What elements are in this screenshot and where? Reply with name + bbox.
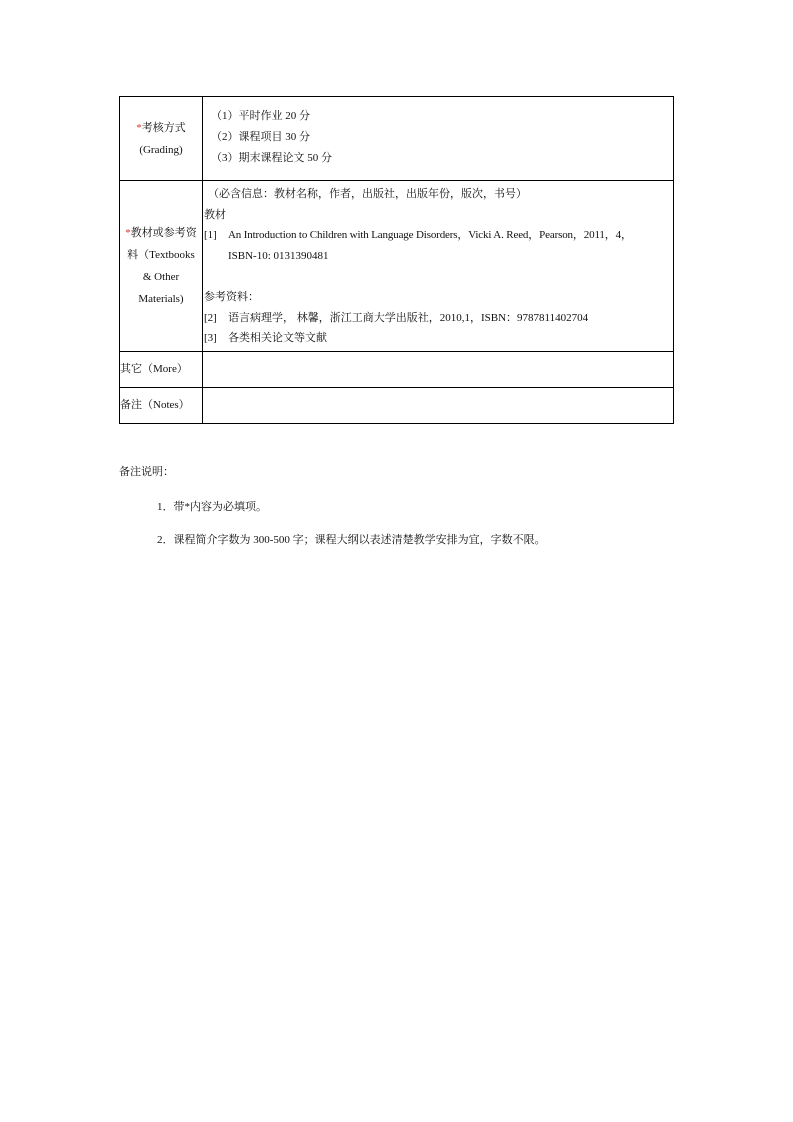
textbook-heading: 教材 — [204, 208, 226, 221]
spacer — [204, 266, 673, 287]
grading-row — [120, 97, 674, 181]
reference-text: An Introduction to Children with Language Disorders，Vicki A. Reed，Pearson，2011，4， ISBN-10: 0131390481 — [228, 229, 632, 262]
materials-label-line: & Other — [142, 270, 180, 283]
reference-number: [3] — [204, 332, 217, 344]
grading-label-cell — [120, 97, 203, 181]
reference-number: [2] — [204, 311, 217, 324]
materials-row — [120, 181, 674, 352]
more-label: 其它（More） — [120, 351, 203, 387]
required-asterisk: * — [125, 226, 131, 239]
reference-entry — [204, 328, 673, 349]
required-info-note: （必含信息：教材名称，作者，出版社，出版年份，版次，书号） — [208, 188, 527, 200]
grading-item: （3）期末课程论文 50 分 — [211, 152, 332, 164]
reference-text: 各类相关论文等文献 — [228, 332, 327, 344]
grading-label-en: (Grading) — [139, 143, 183, 156]
reference-number: [1] — [204, 229, 217, 241]
grading-content-cell — [203, 97, 674, 181]
grading-item: （1）平时作业 20 分 — [211, 110, 310, 122]
reference-heading: 参考资料： — [204, 291, 259, 303]
course-info-table — [119, 96, 674, 424]
more-value — [203, 351, 674, 387]
remark-item: 2．课程简介字数为 300-500 字；课程大纲以表述清楚教学安排为宜，字数不限。 — [157, 534, 546, 546]
notes-row — [120, 387, 674, 423]
materials-label-line: 教材或参考资 — [130, 226, 197, 239]
materials-label-line: Materials) — [138, 292, 184, 305]
reference-entry — [204, 308, 673, 329]
grading-label-cn: 考核方式 — [141, 121, 186, 134]
more-row — [120, 351, 674, 387]
reference-text: 语言病理学， 林馨，浙江工商大学出版社，2010,1，ISBN：9787811402704 — [228, 311, 589, 324]
notes-value — [203, 387, 674, 423]
required-asterisk: * — [136, 121, 142, 134]
materials-label-line: 料（Textbooks — [127, 248, 195, 261]
materials-content-cell — [203, 181, 674, 352]
remarks-title: 备注说明： — [119, 466, 174, 478]
remark-item: 1．带*内容为必填项。 — [157, 501, 267, 513]
notes-label: 备注（Notes） — [120, 387, 203, 423]
grading-item: （2）课程项目 30 分 — [211, 131, 310, 143]
reference-entry — [204, 225, 673, 266]
materials-label-cell — [120, 181, 203, 352]
